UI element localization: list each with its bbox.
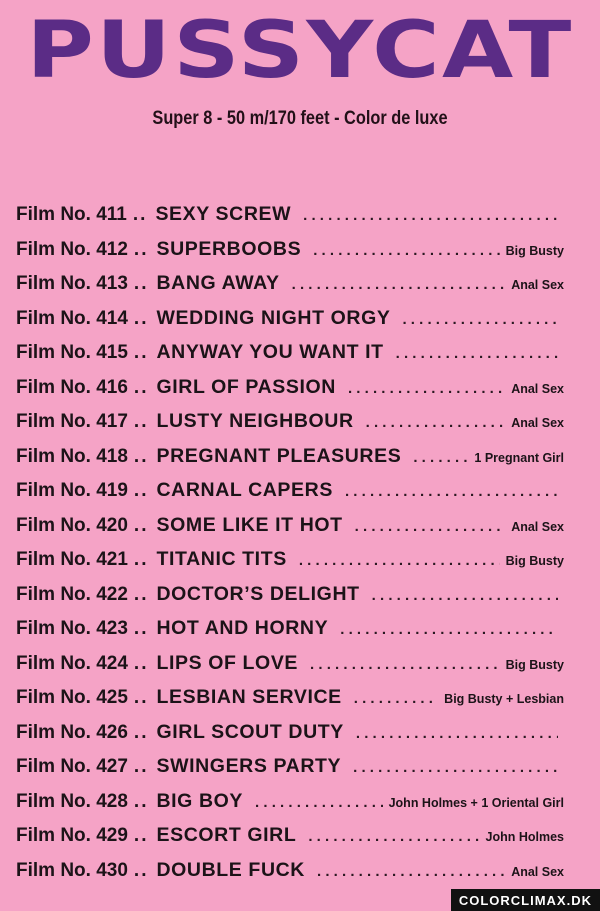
film-row (16, 583, 564, 618)
film-title: LUSTY NEIGHBOUR (156, 410, 354, 432)
film-row (16, 203, 564, 238)
film-number: Film No. 415 (16, 342, 128, 363)
film-number: Film No. 421 (16, 549, 128, 570)
film-number: Film No. 417 (16, 411, 128, 432)
film-row (16, 790, 564, 825)
dot-leader (396, 345, 558, 362)
separator-dots: .. (133, 411, 149, 432)
separator-dots: .. (133, 618, 149, 639)
separator-dots: .. (133, 307, 149, 329)
film-title: DOUBLE FUCK (156, 858, 305, 881)
dot-leader (345, 483, 558, 500)
film-title: LESBIAN SERVICE (156, 686, 342, 708)
film-row (16, 755, 564, 790)
separator-dots: .. (133, 376, 149, 398)
film-note: Big Busty + Lesbian (444, 692, 564, 706)
separator-dots: .. (133, 859, 149, 881)
film-title: SEXY SCREW (155, 203, 292, 225)
film-number: Film No. 425 (16, 687, 128, 708)
separator-dots: .. (133, 687, 149, 708)
separator-dots: .. (133, 238, 149, 260)
dot-leader (308, 828, 479, 845)
film-title: SWINGERS PARTY (156, 755, 342, 777)
separator-dots: .. (133, 342, 149, 363)
film-number: Film No. 416 (16, 376, 128, 398)
film-note: Anal Sex (511, 416, 564, 430)
dot-leader (317, 863, 505, 880)
film-title: DOCTOR’S DELIGHT (156, 582, 360, 605)
film-row (16, 341, 564, 376)
dot-leader (354, 690, 438, 707)
dot-leader (366, 414, 506, 431)
film-number: Film No. 420 (16, 514, 128, 536)
separator-dots: .. (133, 652, 149, 674)
film-number: Film No. 430 (16, 859, 128, 881)
film-number: Film No. 414 (16, 307, 128, 329)
film-row (16, 238, 564, 273)
film-title: BANG AWAY (156, 272, 280, 294)
film-number: Film No. 419 (16, 480, 128, 501)
film-title: TITANIC TITS (156, 548, 287, 570)
film-row (16, 721, 564, 756)
separator-dots: .. (133, 514, 149, 536)
film-row (16, 479, 564, 514)
separator-dots: .. (133, 790, 149, 812)
film-title: PREGNANT PLEASURES (156, 444, 402, 467)
film-number: Film No. 428 (16, 790, 128, 812)
film-row (16, 272, 564, 307)
dot-leader (255, 794, 383, 811)
film-row (16, 686, 564, 721)
film-number: Film No. 426 (16, 721, 128, 743)
film-title: SOME LIKE IT HOT (156, 513, 343, 536)
film-row (16, 410, 564, 445)
film-row (16, 859, 564, 894)
film-note: Anal Sex (511, 864, 564, 879)
dot-leader (310, 656, 500, 673)
film-note: John Holmes (485, 830, 564, 844)
film-list (16, 203, 564, 893)
separator-dots: .. (133, 445, 149, 467)
dot-leader (372, 587, 558, 604)
separator-dots: .. (132, 204, 148, 225)
film-row (16, 307, 564, 342)
film-title: WEDDING NIGHT ORGY (156, 306, 391, 329)
dot-leader (348, 380, 505, 397)
dot-leader (356, 725, 558, 742)
dot-leader (303, 207, 558, 224)
film-row (16, 824, 564, 859)
dot-leader (292, 276, 506, 293)
film-number: Film No. 429 (16, 825, 128, 846)
film-number: Film No. 423 (16, 618, 128, 639)
film-title: HOT AND HORNY (156, 617, 329, 639)
dot-leader (402, 311, 558, 328)
separator-dots: .. (133, 756, 149, 777)
subtitle: Super 8 - 50 m/170 feet - Color de luxe (152, 108, 448, 129)
film-note: John Holmes + 1 Oriental Girl (388, 795, 564, 810)
separator-dots: .. (133, 480, 149, 501)
dot-leader (413, 449, 468, 466)
dot-leader (313, 242, 499, 259)
film-number: Film No. 413 (16, 273, 128, 294)
film-title: SUPERBOOBS (156, 237, 302, 260)
film-title: CARNAL CAPERS (156, 479, 333, 501)
dot-leader (299, 552, 500, 569)
film-row (16, 514, 564, 549)
film-row (16, 548, 564, 583)
film-title: LIPS OF LOVE (156, 651, 299, 674)
film-note: Big Busty (505, 243, 564, 258)
dot-leader (353, 759, 558, 776)
brand-logo: PUSSYCAT (26, 6, 574, 96)
film-title: ESCORT GIRL (156, 824, 297, 846)
separator-dots: .. (133, 825, 149, 846)
dot-leader (355, 518, 506, 535)
separator-dots: .. (133, 549, 149, 570)
separator-dots: .. (133, 273, 149, 294)
film-note: Big Busty (505, 657, 564, 672)
separator-dots: .. (133, 721, 149, 743)
watermark: COLORCLIMAX.DK (451, 889, 600, 911)
dot-leader (340, 621, 558, 638)
film-note: Anal Sex (511, 381, 564, 396)
film-note: Anal Sex (511, 278, 564, 292)
film-number: Film No. 422 (16, 583, 128, 605)
film-row (16, 617, 564, 652)
film-number: Film No. 411 (16, 204, 127, 225)
film-number: Film No. 424 (16, 652, 128, 674)
film-title: GIRL SCOUT DUTY (156, 720, 344, 743)
separator-dots: .. (133, 583, 149, 605)
film-title: ANYWAY YOU WANT IT (156, 341, 384, 363)
film-number: Film No. 427 (16, 756, 128, 777)
film-row (16, 445, 564, 480)
film-note: Anal Sex (511, 519, 564, 534)
film-number: Film No. 412 (16, 238, 128, 260)
film-note: Big Busty (505, 554, 564, 568)
film-row (16, 652, 564, 687)
film-number: Film No. 418 (16, 445, 128, 467)
film-note: 1 Pregnant Girl (474, 450, 564, 465)
film-title: BIG BOY (156, 789, 244, 812)
film-row (16, 376, 564, 411)
film-title: GIRL OF PASSION (156, 375, 336, 398)
